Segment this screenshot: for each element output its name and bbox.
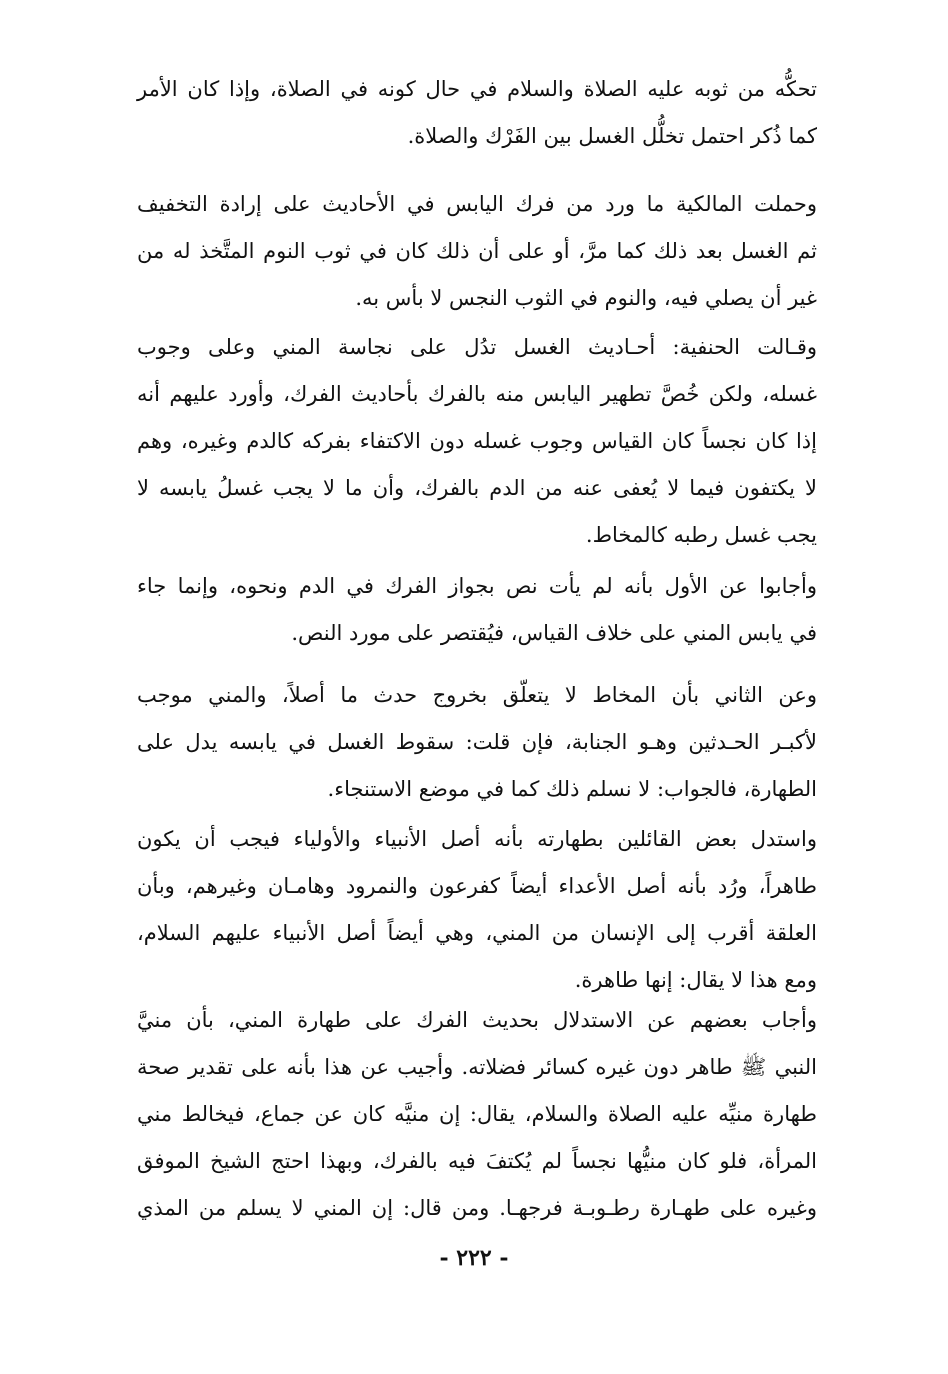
text-line: ثم الغسل بعد ذلك كما مرَّ، أو على أن ذلك كان في ثوب النوم المتَّخذ له من: [137, 239, 817, 263]
text-line: وغيره على طهـارة رطـوبـة فرجهـا. ومن قال: إن المني لا يسلم من المذي: [137, 1196, 817, 1220]
text-line: غسله، ولكن خُصَّ تطهير اليابس منه بالفرك بأحاديث الفرك، وأورد عليهم أنه: [137, 382, 817, 406]
text-line: لأكبـر الحـدثين وهـو الجنابة، فإن قلت: سقوط الغسل في يابسه يدل على: [137, 730, 817, 754]
text-line: واستدل بعض القائلين بطهارته بأنه أصل الأنبياء والأولياء فيجب أن يكون: [137, 827, 817, 851]
text-line: العلقة أقرب إلى الإنسان من المني، وهي أيضاً أصل الأنبياء عليهم السلام،: [137, 921, 817, 945]
text-line: الطهارة، فالجواب: لا نسلم ذلك كما في موضع الاستنجاء.: [327, 777, 817, 801]
text-line: يجب غسل رطبه كالمخاط.: [585, 523, 817, 547]
text-line: طاهراً، ورُد بأنه أصل الأعداء أيضاً كفرعون والنمرود وهامـان وغيرهم، وبأن: [137, 874, 817, 898]
text-line: وحملت المالكية ما ورد من فرك اليابس في الأحاديث على إرادة التخفيف: [137, 192, 817, 216]
text-line: تحكُّه من ثوبه عليه الصلاة والسلام في حال كونه في الصلاة، وإذا كان الأمر: [137, 77, 817, 101]
paragraph-1: [137, 66, 817, 160]
text-line: غير أن يصلي فيه، والنوم في الثوب النجس لا بأس به.: [355, 286, 817, 310]
text-line: وأجابوا عن الأول بأنه لم يأت نص بجواز الفرك في الدم ونحوه، وإنما جاء: [137, 574, 817, 598]
text-line: كما ذُكر احتمل تخلُّل الغسل بين الفَرْك والصلاة.: [407, 124, 817, 148]
text-line: وعن الثاني بأن المخاط لا يتعلّق بخروج حدث ما أصلاً، والمني موجب: [137, 683, 817, 707]
text-line: ومع هذا لا يقال: إنها طاهرة.: [574, 968, 817, 992]
paragraph-3: [137, 324, 817, 559]
paragraph-2: [137, 181, 817, 322]
text-line: في يابس المني على خلاف القياس، فيُقتصر على مورد النص.: [291, 621, 817, 645]
text-line: النبي ﷺ طاهر دون غيره كسائر فضلاته. وأجيب عن هذا بأنه على تقدير صحة: [137, 1055, 817, 1079]
paragraph-6: [137, 816, 817, 1004]
text-line: وقـالت الحنفية: أحـاديث الغسل تدُل على نجاسة المني وعلى وجوب: [137, 335, 817, 359]
paragraph-4: [137, 563, 817, 657]
paragraph-7: [137, 997, 817, 1232]
page-number: - ٢٢٢ -: [439, 1245, 509, 1271]
text-line: طهارة منيِّه عليه الصلاة والسلام، يقال: إن منيَّه كان عن جماع، فيخالط مني: [137, 1102, 817, 1126]
text-line: وأجاب بعضهم عن الاستدلال بحديث الفرك على طهارة المني، بأن منيَّ: [137, 1008, 817, 1032]
text-line: لا يكتفون فيما لا يُعفى عنه من الدم بالفرك، وأن ما لا يجب غسلُ يابسه لا: [137, 476, 817, 500]
text-line: المرأة، فلو كان منيُّها نجساً لم يُكتفَ فيه بالفرك، وبهذا احتج الشيخ الموفق: [137, 1149, 817, 1173]
paragraph-5: [137, 672, 817, 813]
text-line: إذا كان نجساً كان القياس وجوب غسله دون الاكتفاء بفركه كالدم وغيره، وهم: [137, 429, 817, 453]
